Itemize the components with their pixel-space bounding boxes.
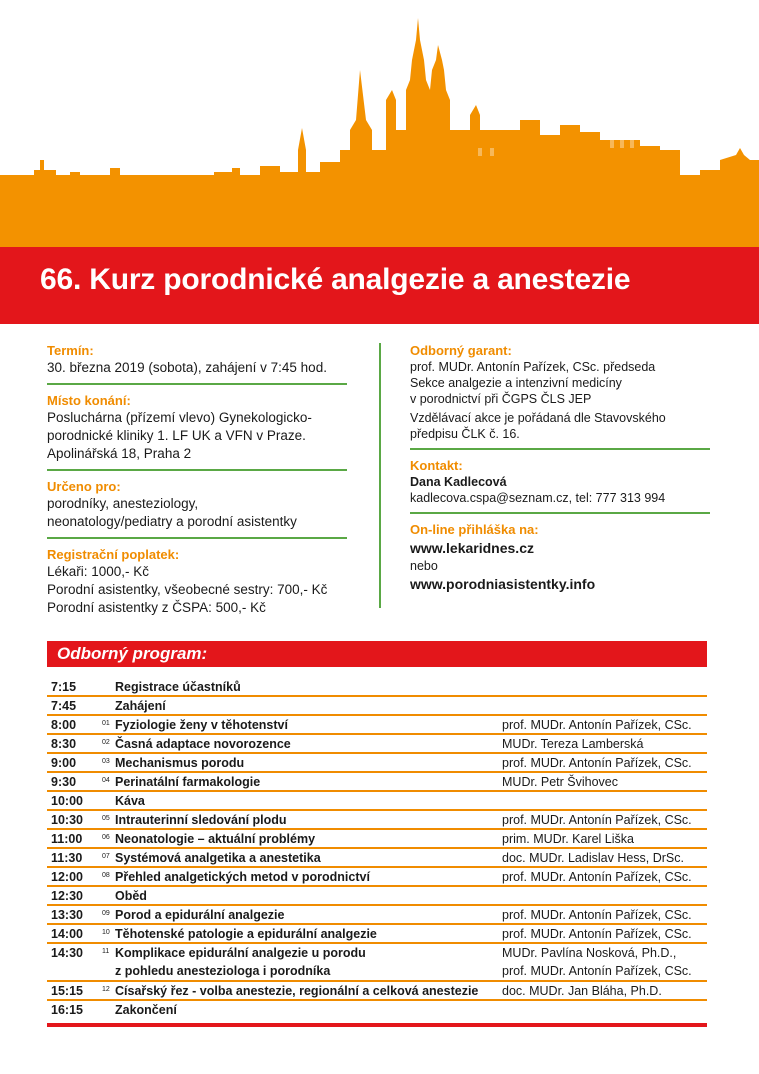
program-title: Odborný program: xyxy=(57,644,208,663)
kontakt-info[interactable]: kadlecova.cspa@seznam.cz, tel: 777 313 994 xyxy=(410,491,666,505)
row-topic: Těhotenské patologie a epidurální analgezie xyxy=(115,927,377,941)
row-number: 09 xyxy=(102,910,110,917)
row-speaker: prim. MUDr. Karel Liška xyxy=(502,832,634,846)
program-row xyxy=(47,735,707,754)
program-row xyxy=(47,925,707,944)
row-number: 08 xyxy=(102,872,110,879)
row-time: 15:15 xyxy=(51,984,83,998)
row-topic: Mechanismus porodu xyxy=(115,756,245,770)
program-row xyxy=(47,849,707,868)
poplatek-line: Porodní asistentky, všeobecné sestry: 700,- Kč xyxy=(47,582,328,597)
row-number: 10 xyxy=(102,929,110,936)
program-row xyxy=(47,754,707,773)
garant-note-line: Vzdělávací akce je pořádaná dle Stavovského xyxy=(410,411,666,425)
termin-label: Termín: xyxy=(47,343,94,358)
misto-line: Apolinářská 18, Praha 2 xyxy=(47,446,192,461)
row-number: 03 xyxy=(102,758,110,765)
kontakt-name: Dana Kadlecová xyxy=(410,475,507,489)
row-number: 01 xyxy=(102,720,110,727)
program-row xyxy=(47,716,707,735)
poplatek-line: Porodní asistentky z ČSPA: 500,- Kč xyxy=(47,600,266,615)
program-row xyxy=(47,906,707,925)
row-speaker: doc. MUDr. Jan Bláha, Ph.D. xyxy=(502,984,662,998)
row-speaker: prof. MUDr. Antonín Pařízek, CSc. xyxy=(502,908,692,922)
poplatek-label: Registrační poplatek: xyxy=(47,547,180,562)
garant-note-line: předpisu ČLK č. 16. xyxy=(410,427,520,441)
divider xyxy=(410,512,710,514)
row-topic: Systémová analgetika a anestetika xyxy=(115,851,321,865)
program-row xyxy=(47,792,707,811)
program-row xyxy=(47,868,707,887)
row-time: 8:00 xyxy=(51,718,77,732)
prihlaska-label: On-line přihláška na: xyxy=(410,522,539,537)
row-number: 12 xyxy=(102,986,110,993)
misto-label: Místo konání: xyxy=(47,393,131,408)
row-topic-continued: z pohledu anesteziologa i porodníka xyxy=(115,964,331,978)
program-row xyxy=(47,944,707,982)
row-speaker: prof. MUDr. Antonín Pařízek, CSc. xyxy=(502,718,692,732)
divider xyxy=(47,537,347,539)
row-topic: Intrauterinní sledování plodu xyxy=(115,813,287,827)
urceno-label: Určeno pro: xyxy=(47,479,121,494)
row-time: 12:30 xyxy=(51,889,83,903)
program-row xyxy=(47,811,707,830)
row-topic: Přehled analgetických metod v porodnictví xyxy=(115,870,370,884)
row-topic: Registrace účastníků xyxy=(115,680,241,694)
website-link-lekaridnes[interactable]: www.lekaridnes.cz xyxy=(410,540,534,556)
prague-castle-skyline-illustration xyxy=(0,0,759,250)
row-time: 10:30 xyxy=(51,813,83,827)
row-time: 10:00 xyxy=(51,794,83,808)
row-speaker: MUDr. Tereza Lamberská xyxy=(502,737,644,751)
urceno-line: neonatology/pediatry a porodní asistentky xyxy=(47,514,297,529)
divider xyxy=(47,383,347,385)
garant-line: prof. MUDr. Antonín Pařízek, CSc. předseda xyxy=(410,360,656,374)
row-speaker: prof. MUDr. Antonín Pařízek, CSc. xyxy=(502,756,692,770)
program-row xyxy=(47,982,707,1001)
misto-line: Posluchárna (přízemí vlevo) Gynekologicko- xyxy=(47,410,312,425)
row-topic: Neonatologie – aktuální problémy xyxy=(115,832,316,846)
row-number: 07 xyxy=(102,853,110,860)
row-speaker: MUDr. Petr Švihovec xyxy=(502,775,619,789)
program-row xyxy=(47,773,707,792)
garant-label: Odborný garant: xyxy=(410,343,512,358)
bottom-bar xyxy=(47,1023,707,1027)
poplatek-line: Lékaři: 1000,- Kč xyxy=(47,564,150,579)
row-topic: Porod a epidurální analgezie xyxy=(115,908,285,922)
divider xyxy=(47,469,347,471)
row-number: 02 xyxy=(102,739,110,746)
program-row xyxy=(47,697,707,716)
or-text: nebo xyxy=(410,559,438,573)
row-speaker: doc. MUDr. Ladislav Hess, DrSc. xyxy=(502,851,684,865)
row-time: 14:00 xyxy=(51,927,83,941)
row-topic: Zakončení xyxy=(115,1003,177,1017)
page-title: 66. Kurz porodnické analgezie a anestezie xyxy=(40,263,631,296)
program-row xyxy=(47,1001,707,1018)
program-row xyxy=(47,678,707,697)
column-divider xyxy=(379,343,381,608)
row-number: 11 xyxy=(102,948,110,955)
row-time: 11:00 xyxy=(51,832,83,846)
program-row xyxy=(47,887,707,906)
kontakt-label: Kontakt: xyxy=(410,458,463,473)
row-topic: Fyziologie ženy v těhotenství xyxy=(115,718,288,732)
row-topic: Perinatální farmakologie xyxy=(115,775,261,789)
row-speaker: prof. MUDr. Antonín Pařízek, CSc. xyxy=(502,870,692,884)
website-link-porodniasistentky[interactable]: www.porodniasistentky.info xyxy=(410,576,596,592)
row-time: 12:00 xyxy=(51,870,83,884)
row-speaker: MUDr. Pavlína Nosková, Ph.D., xyxy=(502,946,677,960)
program-row xyxy=(47,830,707,849)
program-table xyxy=(47,678,707,1018)
row-time: 9:00 xyxy=(51,756,77,770)
row-topic: Oběd xyxy=(115,889,147,903)
garant-line: Sekce analgezie a intenzivní medicíny xyxy=(410,376,622,390)
row-time: 7:45 xyxy=(51,699,77,713)
row-time: 9:30 xyxy=(51,775,77,789)
row-speaker: prof. MUDr. Antonín Pařízek, CSc. xyxy=(502,927,692,941)
row-topic: Komplikace epidurální analgezie u porodu xyxy=(115,946,366,960)
row-time: 7:15 xyxy=(51,680,77,694)
misto-line: porodnické kliniky 1. LF UK a VFN v Praze. xyxy=(47,428,306,443)
row-topic: Zahájení xyxy=(115,699,166,713)
row-topic: Káva xyxy=(115,794,145,808)
row-number: 05 xyxy=(102,815,110,822)
info-column-left xyxy=(47,343,347,617)
row-time: 11:30 xyxy=(51,851,83,865)
row-number: 06 xyxy=(102,834,110,841)
termin-text: 30. března 2019 (sobota), zahájení v 7:45 hod. xyxy=(47,360,327,375)
row-topic: Časná adaptace novorozence xyxy=(115,737,291,751)
row-number: 04 xyxy=(102,777,110,784)
row-time: 13:30 xyxy=(51,908,83,922)
row-time: 8:30 xyxy=(51,737,77,751)
row-speaker: prof. MUDr. Antonín Pařízek, CSc. xyxy=(502,813,692,827)
row-topic: Císařský řez - volba anestezie, regionální a celková anestezie xyxy=(115,984,479,998)
garant-line: v porodnictví při ČGPS ČLS JEP xyxy=(410,392,592,406)
info-column-right xyxy=(410,343,710,594)
row-speaker-continued: prof. MUDr. Antonín Pařízek, CSc. xyxy=(502,964,692,978)
divider xyxy=(410,448,710,450)
row-time: 16:15 xyxy=(51,1003,83,1017)
row-time: 14:30 xyxy=(51,946,83,960)
urceno-line: porodníky, anesteziology, xyxy=(47,496,199,511)
